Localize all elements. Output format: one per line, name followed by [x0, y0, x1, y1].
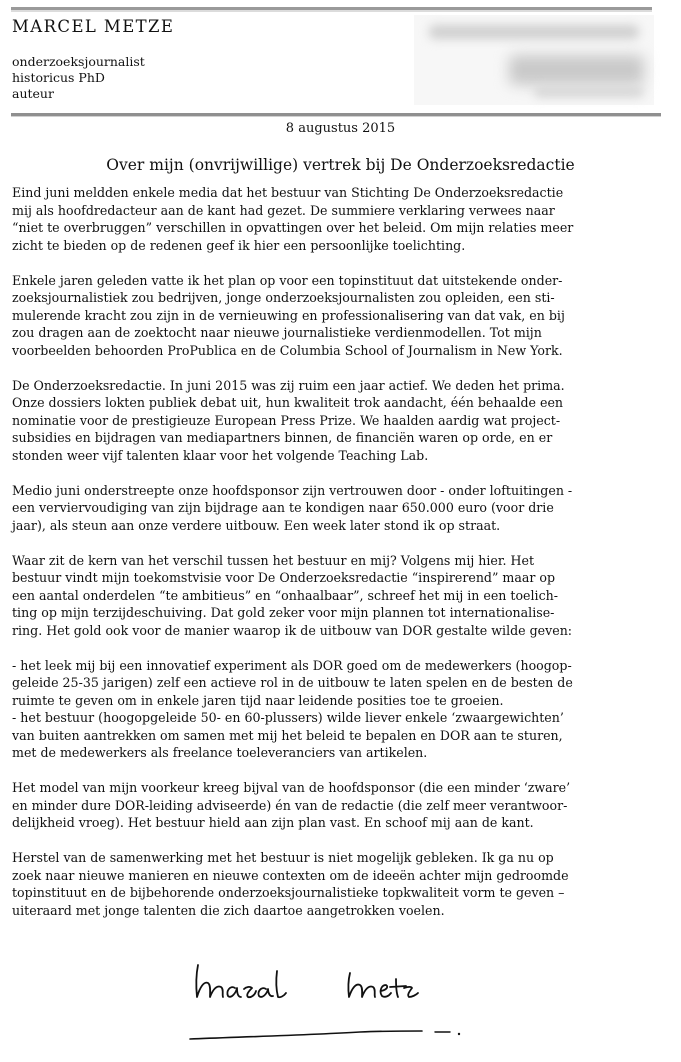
list-item-line: - het bestuur (hoogopgeleide 50- en 60-plussers) wilde liever enkele ‘zwaargewichten’ [12, 710, 564, 725]
letterhead-name: MARCEL METZE [12, 17, 175, 36]
text-line: mulerende kracht zou zijn in de vernieuwing en professionalisering van dat vak, en bij [12, 307, 565, 323]
list-item-line: van buiten aantrekken om samen met mij het beleid te bepalen en DOR aan te sturen, [12, 727, 563, 743]
list-item-line: ruimte te geven om in enkele jaren tijd naar leidende posities toe te groeien. [12, 692, 504, 708]
blurred-line [534, 87, 644, 97]
paragraph-4 [12, 482, 662, 535]
paragraph-2 [12, 272, 662, 360]
text-line: mij als hoofdredacteur aan de kant had gezet. De summiere verklaring verwees naar [12, 202, 555, 218]
list-item-line: - het leek mij bij een innovatief experiment als DOR goed om de medewerkers (hoogop- [12, 657, 572, 673]
text-line: De Onderzoeksredactie. In juni 2015 was zij ruim een jaar actief. We deden het prima. [12, 377, 565, 393]
text-line: ring. Het gold ook voor de manier waarop ik de uitbouw van DOR gestalte wilde geven: [12, 622, 573, 638]
text-line: voorbeelden behoorden ProPublica en de Columbia School of Journalism in New York. [12, 342, 563, 358]
text-line: een aantal onderdelen “te ambitieus” en “onhaalbaar”, schreef het mij in een toelich- [12, 587, 558, 603]
text-line: Eind juni meldden enkele media dat het bestuur van Stichting De Onderzoeksredactie [12, 185, 564, 200]
letterhead-roles [12, 54, 145, 102]
paragraph-3 [12, 377, 662, 465]
text-line: een verviervoudiging van zijn bijdrage aan te kondigen naar 650.000 euro (voor drie [12, 500, 554, 515]
text-line: uiteraard met jonge talenten die zich daartoe aangetrokken voelen. [12, 902, 445, 918]
text-line: Onze dossiers lokten publiek debat uit, hun kwaliteit trok aandacht, één behaalde een [12, 395, 564, 410]
text-line: stonden weer vijf talenten klaar voor het volgende Teaching Lab. [12, 447, 429, 463]
handwritten-signature [160, 955, 520, 1050]
paragraph-7 [12, 779, 662, 832]
text-line: ting op mijn terzijdeschuiving. Dat gold zeker voor mijn plannen tot internationalise- [12, 605, 555, 620]
text-line: jaar), als steun aan onze verdere uitbouw. Een week later stond ik op straat. [12, 517, 501, 533]
paragraph-6-list [12, 657, 662, 762]
text-line: zoek naar nieuwe manieren en nieuwe contexten om de ideeën achter mijn gedroomde [12, 867, 569, 883]
header-rule-bottom [11, 113, 661, 117]
role-line: auteur [12, 86, 54, 101]
text-line: zou dragen aan de zoektocht naar nieuwe journalistieke verdienmodellen. Tot mijn [12, 325, 542, 340]
text-line: zoeksjournalistiek zou bedrijven, jonge onderzoeksjournalisten zou opleiden, een sti- [12, 290, 555, 305]
text-line: zicht te bieden op de redenen geef ik hier een persoonlijke toelichting. [12, 237, 466, 253]
text-line: Medio juni onderstreepte onze hoofdsponsor zijn vertrouwen door - onder loftuitingen - [12, 482, 573, 498]
text-line: nominatie voor de prestigieuze European Press Prize. We haalden aardig wat project- [12, 412, 561, 428]
blurred-line [429, 25, 639, 39]
list-item-line: met de medewerkers als freelance toeleveranciers van artikelen. [12, 745, 428, 760]
blurred-line [509, 55, 644, 85]
text-line: Het model van mijn voorkeur kreeg bijval van de hoofdsponsor (die een minder ‘zware’ [12, 780, 571, 795]
role-line: onderzoeksjournalist [12, 54, 145, 69]
letter-title: Over mijn (onvrijwillige) vertrek bij De Onderzoeksredactie [106, 156, 575, 174]
letter-body [12, 184, 662, 919]
text-line: topinstituut en de bijbehorende onderzoeksjournalistieke topkwaliteit vorm te geven – [12, 885, 565, 900]
paragraph-8 [12, 849, 662, 919]
text-line: Enkele jaren geleden vatte ik het plan op voor een topinstituut dat uitstekende onder- [12, 272, 563, 288]
text-line: “niet te overbruggen” verschillen in opvattingen over het beleid. Om mijn relaties meer [12, 220, 574, 235]
header-rule-top [11, 7, 652, 12]
text-line: en minder dure DOR-leiding adviseerde) én van de redactie (die zelf meer verantwoor- [12, 797, 568, 813]
paragraph-1 [12, 184, 662, 254]
role-line: historicus PhD [12, 70, 105, 85]
text-line: bestuur vindt mijn toekomstvisie voor De Onderzoeksredactie “inspirerend” maar op [12, 570, 556, 585]
text-line: Waar zit de kern van het verschil tussen het bestuur en mij? Volgens mij hier. Het [12, 552, 535, 568]
letter-date: 8 augustus 2015 [285, 121, 396, 136]
text-line: delijkheid vroeg). Het bestuur hield aan zijn plan vast. En schoof mij aan de kant. [12, 815, 534, 830]
paragraph-5 [12, 552, 662, 640]
list-item-line: geleide 25-35 jarigen) zelf een actieve rol in de uitbouw te laten spelen en de besten de [12, 675, 573, 690]
text-line: Herstel van de samenwerking met het bestuur is niet mogelijk gebleken. Ik ga nu op [12, 850, 554, 865]
blurred-contact-block [414, 15, 654, 105]
text-line: subsidies en bijdragen van mediapartners binnen, de financiën waren op orde, en er [12, 430, 553, 445]
